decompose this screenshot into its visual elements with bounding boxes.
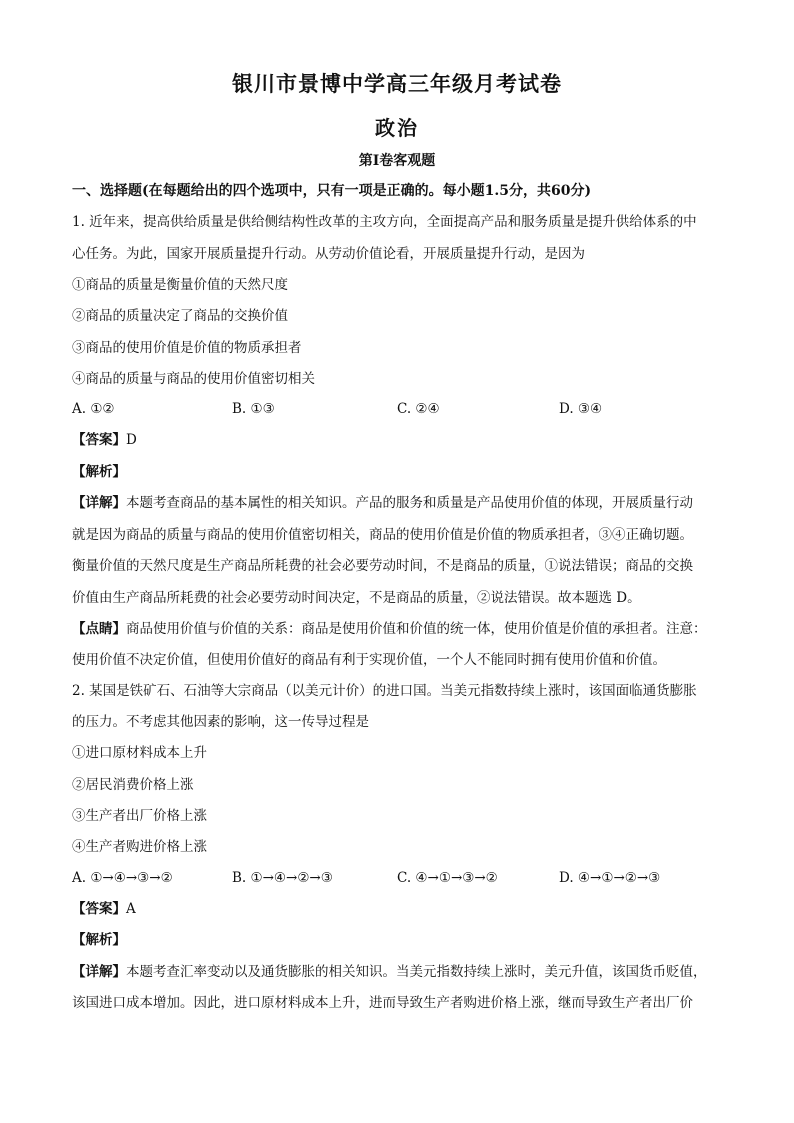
q1-option-d: D. ③④ xyxy=(559,401,603,417)
q1-answer xyxy=(72,431,732,449)
q1-option-a: A. ①② xyxy=(72,401,115,417)
q1-item-4: ④商品的质量与商品的使用价值密切相关 xyxy=(72,371,315,387)
subject-title: 政治 xyxy=(375,116,419,140)
section-heading: 一、选择题(在每题给出的四个选项中，只有一项是正确的。每小题1.5分，共60分) xyxy=(72,183,592,199)
q1-tip-line-2: 使用价值不决定价值，但使用价值好的商品有利于实现价值，一个人不能同时拥有使用价值和价值。 xyxy=(72,652,666,668)
q1-item-1: ①商品的质量是衡量价值的天然尺度 xyxy=(72,277,288,293)
q2-item-3: ③生产者出厂价格上涨 xyxy=(72,808,207,824)
q1-option-b: B. ①③ xyxy=(232,401,275,417)
detail-text: 本题考查商品的基本属性的相关知识。产品的服务和质量是产品使用价值的体现，开展质量行动 xyxy=(126,495,693,511)
q1-option-c: C. ②④ xyxy=(397,401,440,417)
detail-label: 【详解】 xyxy=(72,495,126,511)
q2-option-c: C. ④→①→③→② xyxy=(397,870,498,886)
tip-text: 商品使用价值与价值的关系：商品是使用价值和价值的统一体，使用价值是价值的承担者。注意： xyxy=(126,621,707,637)
q2-stem-line-2: 的压力。不考虑其他因素的影响，这一传导过程是 xyxy=(72,714,369,730)
q2-item-1: ①进口原材料成本上升 xyxy=(72,745,207,761)
q2-option-d: D. ④→①→②→③ xyxy=(559,870,661,886)
q2-analysis xyxy=(72,931,732,949)
q2-detail-line-1 xyxy=(72,963,732,981)
q2-detail-line-2: 该国进口成本增加。因此，进口原材料成本上升，进而导致生产者购进价格上涨，继而导致生产者出厂价 xyxy=(72,995,693,1011)
q1-stem-line-2: 心任务。为此，国家开展质量提升行动。从劳动价值论看，开展质量提升行动，是因为 xyxy=(72,246,585,262)
answer-label: 【答案】 xyxy=(72,432,126,448)
analysis-label: 【解析】 xyxy=(72,932,126,948)
q2-option-a: A. ①→④→③→② xyxy=(72,870,173,886)
q1-item-2: ②商品的质量决定了商品的交换价值 xyxy=(72,308,288,324)
q2-item-2: ②居民消费价格上涨 xyxy=(72,777,194,793)
q1-detail-line-4: 价值由生产商品所耗费的社会必要劳动时间决定，不是商品的质量，②说法错误。故本题选 D。 xyxy=(72,590,641,606)
q1-item-3: ③商品的使用价值是价值的物质承担者 xyxy=(72,340,302,356)
q1-analysis xyxy=(72,463,732,481)
q1-tip-line-1 xyxy=(72,620,732,638)
part-title: 第Ⅰ卷客观题 xyxy=(358,153,436,169)
q1-detail-line-3: 衡量价值的天然尺度是生产商品所耗费的社会必要劳动时间，不是商品的质量，①说法错误；商品的交换 xyxy=(72,558,693,574)
analysis-label: 【解析】 xyxy=(72,464,126,480)
answer-value: D xyxy=(126,432,137,448)
q1-detail-line-1 xyxy=(72,494,732,512)
q1-stem-line-1: 1. 近年来，提高供给质量是供给侧结构性改革的主攻方向，全面提高产品和服务质量是提升供给体系的中 xyxy=(72,214,697,230)
q2-option-b: B. ①→④→②→③ xyxy=(232,870,333,886)
exam-title: 银川市景博中学高三年级月考试卷 xyxy=(232,71,562,96)
q2-stem-line-1: 2. 某国是铁矿石、石油等大宗商品（以美元计价）的进口国。当美元指数持续上涨时，该国面临通货膨胀 xyxy=(72,683,697,699)
detail-text: 本题考查汇率变动以及通货膨胀的相关知识。当美元指数持续上涨时，美元升值，该国货币贬值， xyxy=(126,964,707,980)
answer-label: 【答案】 xyxy=(72,901,126,917)
q2-answer xyxy=(72,900,732,918)
q1-detail-line-2: 就是因为商品的质量与商品的使用价值密切相关，商品的使用价值是价值的物质承担者，③④正确切题。 xyxy=(72,527,693,543)
answer-value: A xyxy=(126,901,136,917)
q2-item-4: ④生产者购进价格上涨 xyxy=(72,839,207,855)
tip-label: 【点睛】 xyxy=(72,621,126,637)
detail-label: 【详解】 xyxy=(72,964,126,980)
